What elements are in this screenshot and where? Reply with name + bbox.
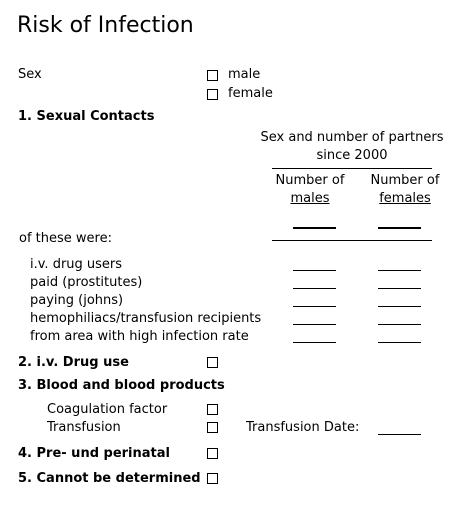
partners-header [257, 129, 447, 165]
high-infection-males-field[interactable] [293, 342, 336, 343]
column-males-line1: Number of [275, 173, 345, 188]
paying-males-field[interactable] [293, 306, 336, 307]
form-title: Risk of Infection [17, 13, 194, 38]
sex-label: Sex [18, 67, 42, 82]
hemophiliacs-females-field[interactable] [378, 324, 421, 325]
section-3-heading: 3. Blood and blood products [18, 378, 225, 393]
transfusion-date-field[interactable] [378, 434, 421, 435]
high-infection-females-field[interactable] [378, 342, 421, 343]
transfusion-label: Transfusion [47, 420, 121, 435]
row-paid-prostitutes: paid (prostitutes) [30, 275, 143, 290]
column-females-line2: females [379, 191, 431, 206]
sex-female-checkbox[interactable] [207, 89, 218, 100]
iv-drug-users-males-field[interactable] [293, 270, 336, 271]
of-these-label: of these were: [19, 231, 112, 246]
partners-header-rule [272, 168, 432, 169]
row-hemophiliacs: hemophiliacs/transfusion recipients [30, 311, 262, 326]
sex-male-label: male [228, 67, 261, 82]
column-males-line2: males [290, 191, 330, 206]
row-iv-drug-users: i.v. drug users [30, 257, 123, 272]
row-paying-johns: paying (johns) [30, 293, 124, 308]
paying-females-field[interactable] [378, 306, 421, 307]
males-total-field[interactable] [293, 227, 336, 229]
section-2-heading: 2. i.v. Drug use [18, 355, 129, 370]
column-females-header [362, 172, 448, 208]
row-high-infection-area: from area with high infection rate [30, 329, 249, 344]
partners-header-line1: Sex and number of partners [260, 130, 444, 145]
sex-female-label: female [228, 86, 273, 101]
section-4-heading: 4. Pre- und perinatal [18, 446, 170, 461]
hemophiliacs-males-field[interactable] [293, 324, 336, 325]
section-5-heading: 5. Cannot be determined [18, 471, 201, 486]
iv-drug-users-females-field[interactable] [378, 270, 421, 271]
of-these-rule [272, 240, 432, 241]
paid-females-field[interactable] [378, 288, 421, 289]
partners-header-line2: since 2000 [316, 148, 388, 163]
iv-drug-use-checkbox[interactable] [207, 357, 218, 368]
cannot-be-determined-checkbox[interactable] [207, 473, 218, 484]
coagulation-factor-label: Coagulation factor [47, 402, 168, 417]
section-1-heading: 1. Sexual Contacts [18, 109, 155, 124]
paid-males-field[interactable] [293, 288, 336, 289]
coagulation-factor-checkbox[interactable] [207, 404, 218, 415]
transfusion-date-label: Transfusion Date: [246, 420, 360, 435]
transfusion-checkbox[interactable] [207, 422, 218, 433]
column-females-line1: Number of [370, 173, 440, 188]
females-total-field[interactable] [378, 227, 421, 229]
column-males-header [268, 172, 352, 208]
sex-male-checkbox[interactable] [207, 70, 218, 81]
pre-perinatal-checkbox[interactable] [207, 448, 218, 459]
